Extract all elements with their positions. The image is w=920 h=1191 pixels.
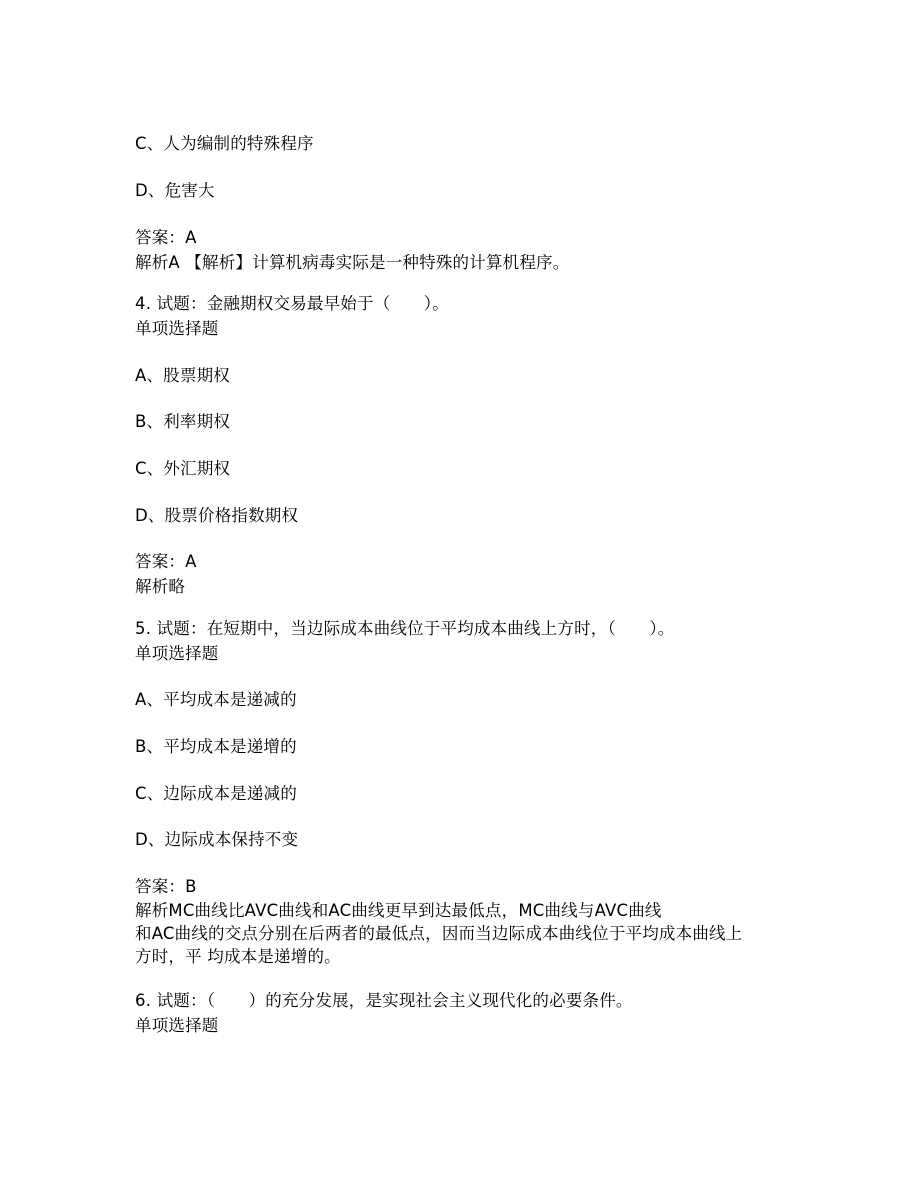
q3-option-d: D、危害大 [135, 181, 215, 200]
q4-option-b: B、利率期权 [135, 412, 231, 431]
q4-question: 4. 试题：金融期权交易最早始于（ ）。 [135, 294, 449, 313]
q5-analysis-line-1: 解析MC曲线比AVC曲线和AC曲线更早到达最低点，MC曲线与AVC曲线 [135, 901, 662, 920]
q3-option-c: C、人为编制的特殊程序 [135, 134, 314, 153]
q5-answer: 答案：B [135, 877, 197, 896]
q4-option-d: D、股票价格指数期权 [135, 506, 299, 525]
q5-analysis-line-3: 方时，平 均成本是递增的。 [135, 947, 341, 966]
q6-type: 单项选择题 [135, 1016, 219, 1035]
q4-answer: 答案：A [135, 552, 197, 571]
q5-analysis-line-2: 和AC曲线的交点分别在后两者的最低点，因而当边际成本曲线位于平均成本曲线上 [135, 924, 743, 943]
q5-option-c: C、边际成本是递减的 [135, 784, 298, 803]
q6-question: 6. 试题：（ ）的充分发展，是实现社会主义现代化的必要条件。 [135, 991, 633, 1010]
q4-option-c: C、外汇期权 [135, 459, 231, 478]
q5-option-d: D、边际成本保持不变 [135, 830, 299, 849]
q4-option-a: A、股票期权 [135, 366, 230, 385]
q4-type: 单项选择题 [135, 319, 219, 338]
q5-option-b: B、平均成本是递增的 [135, 737, 297, 756]
q4-analysis: 解析略 [135, 577, 186, 596]
q5-option-a: A、平均成本是递减的 [135, 690, 297, 709]
q3-answer: 答案：A [135, 228, 197, 247]
q5-question: 5. 试题：在短期中，当边际成本曲线位于平均成本曲线上方时，（ ）。 [135, 619, 675, 638]
q3-analysis: 解析A 【解析】计算机病毒实际是一种特殊的计算机程序。 [135, 253, 570, 272]
q5-type: 单项选择题 [135, 644, 219, 663]
